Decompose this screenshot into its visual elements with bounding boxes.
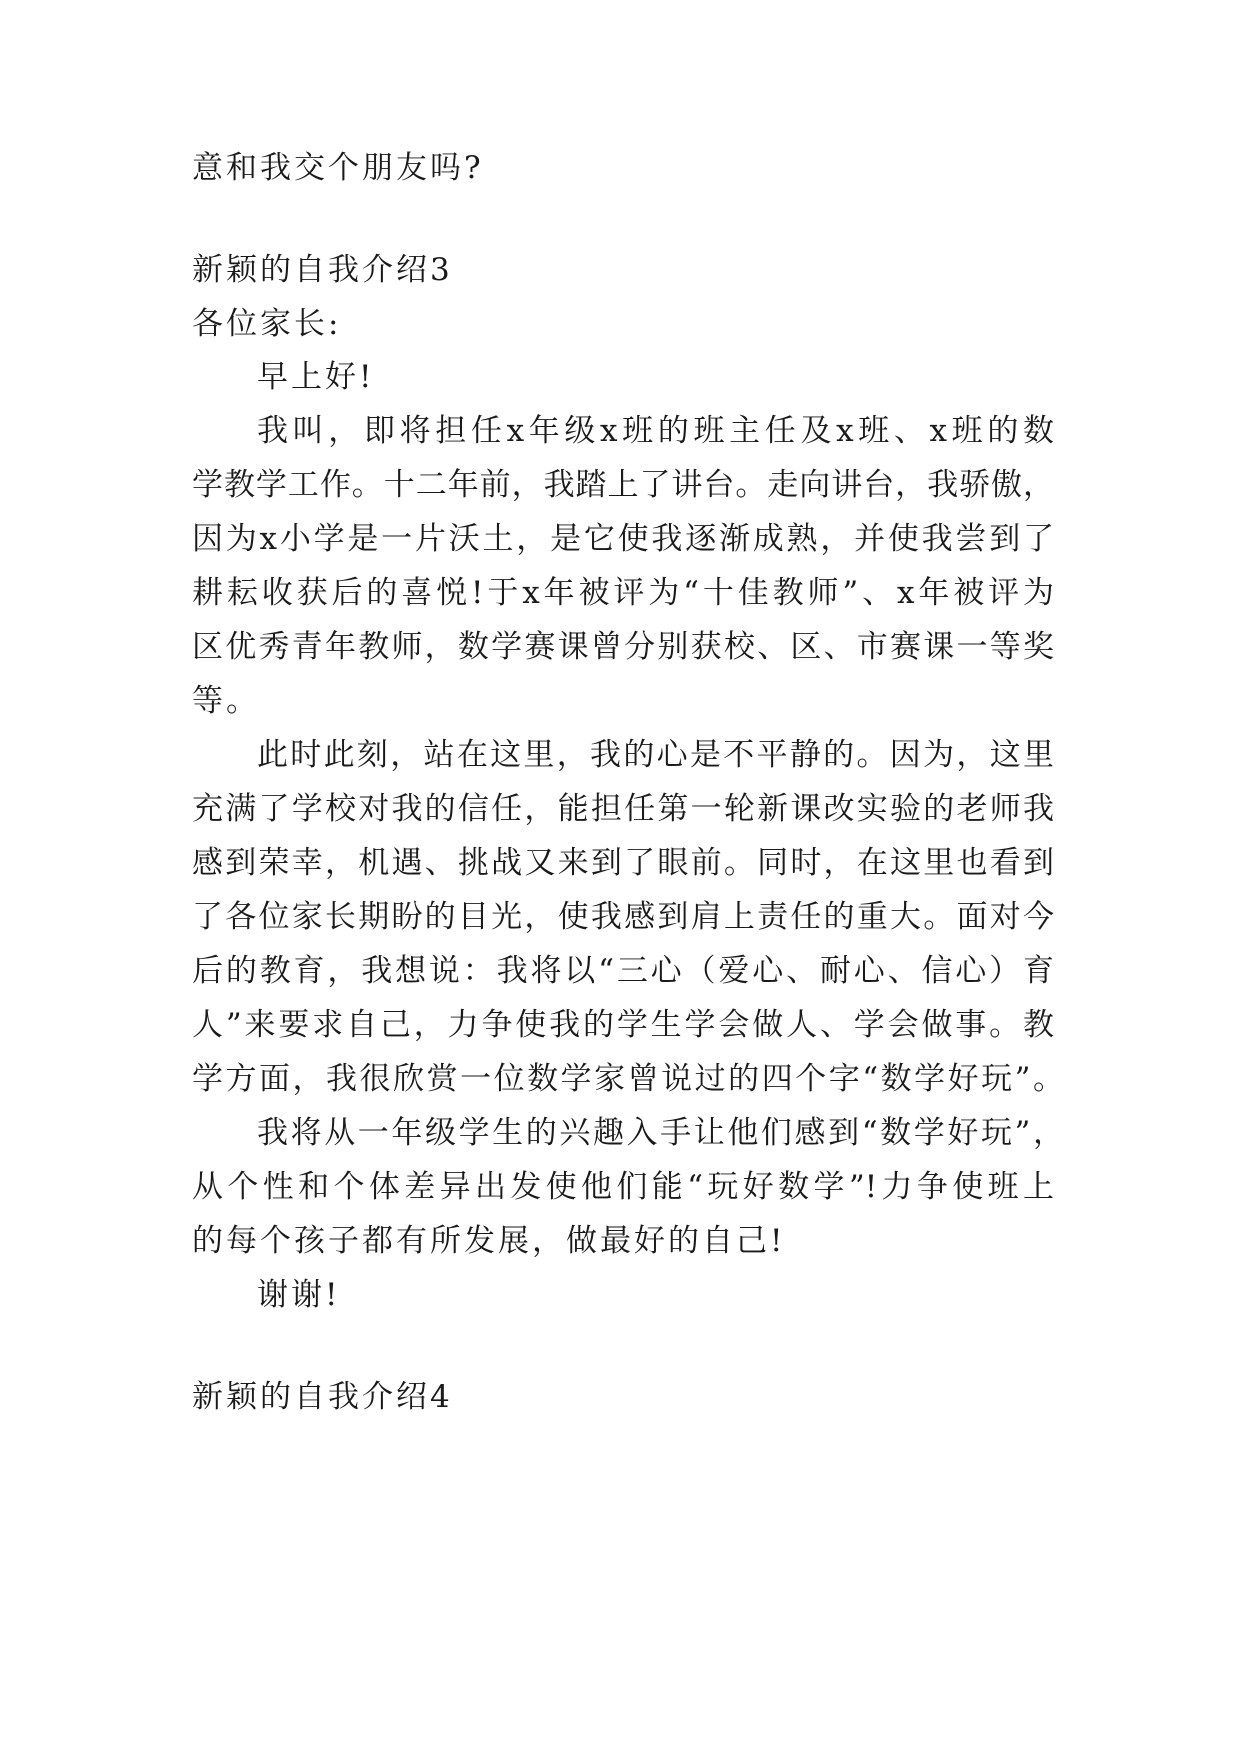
- paragraph-line: 此时此刻，站在这里，我的心是不平静的。因为，这里: [257, 737, 1054, 773]
- paragraph-line: 因为x小学是一片沃土，是它使我逐渐成熟，并使我尝到了: [192, 521, 1054, 557]
- paragraph-line: 后的教育，我想说：我将以“三心（爱心、耐心、信心）育: [192, 953, 1054, 989]
- paragraph-line: 学方面，我很欣赏一位数学家曾说过的四个字“数学好玩”。: [192, 1061, 1064, 1097]
- paragraph-line: 耕耘收获后的喜悦!于x年被评为“十佳教师”、x年被评为: [192, 575, 1054, 611]
- section-heading: 新颖的自我介绍3: [192, 252, 453, 288]
- greeting: 早上好!: [257, 359, 375, 395]
- paragraph-line: 了各位家长期盼的目光，使我感到肩上责任的重大。面对今: [192, 899, 1054, 935]
- salutation: 各位家长:: [192, 306, 342, 342]
- paragraph-line: 人”来要求自己，力争使我的学生学会做人、学会做事。教: [192, 1007, 1054, 1043]
- text-line: 意和我交个朋友吗?: [192, 150, 484, 186]
- paragraph-line: 我将从一年级学生的兴趣入手让他们感到“数学好玩”，: [257, 1115, 1064, 1151]
- paragraph-line: 区优秀青年教师，数学赛课曾分别获校、区、市赛课一等奖: [192, 629, 1054, 665]
- closing-line: 谢谢!: [257, 1277, 341, 1313]
- paragraph-line: 等。: [192, 683, 260, 719]
- paragraph-line: 充满了学校对我的信任，能担任第一轮新课改实验的老师我: [192, 791, 1054, 827]
- paragraph-line: 我叫，即将担任x年级x班的班主任及x班、x班的数: [257, 413, 1054, 449]
- section-heading: 新颖的自我介绍4: [192, 1379, 453, 1415]
- paragraph-line: 从个性和个体差异出发使他们能“玩好数学”!力争使班上: [192, 1169, 1054, 1205]
- paragraph-line: 感到荣幸，机遇、挑战又来到了眼前。同时，在这里也看到: [192, 845, 1054, 881]
- paragraph-line: 学教学工作。十二年前，我踏上了讲台。走向讲台，我骄傲，: [192, 467, 1054, 503]
- paragraph-line: 的每个孩子都有所发展，做最好的自己!: [192, 1223, 786, 1259]
